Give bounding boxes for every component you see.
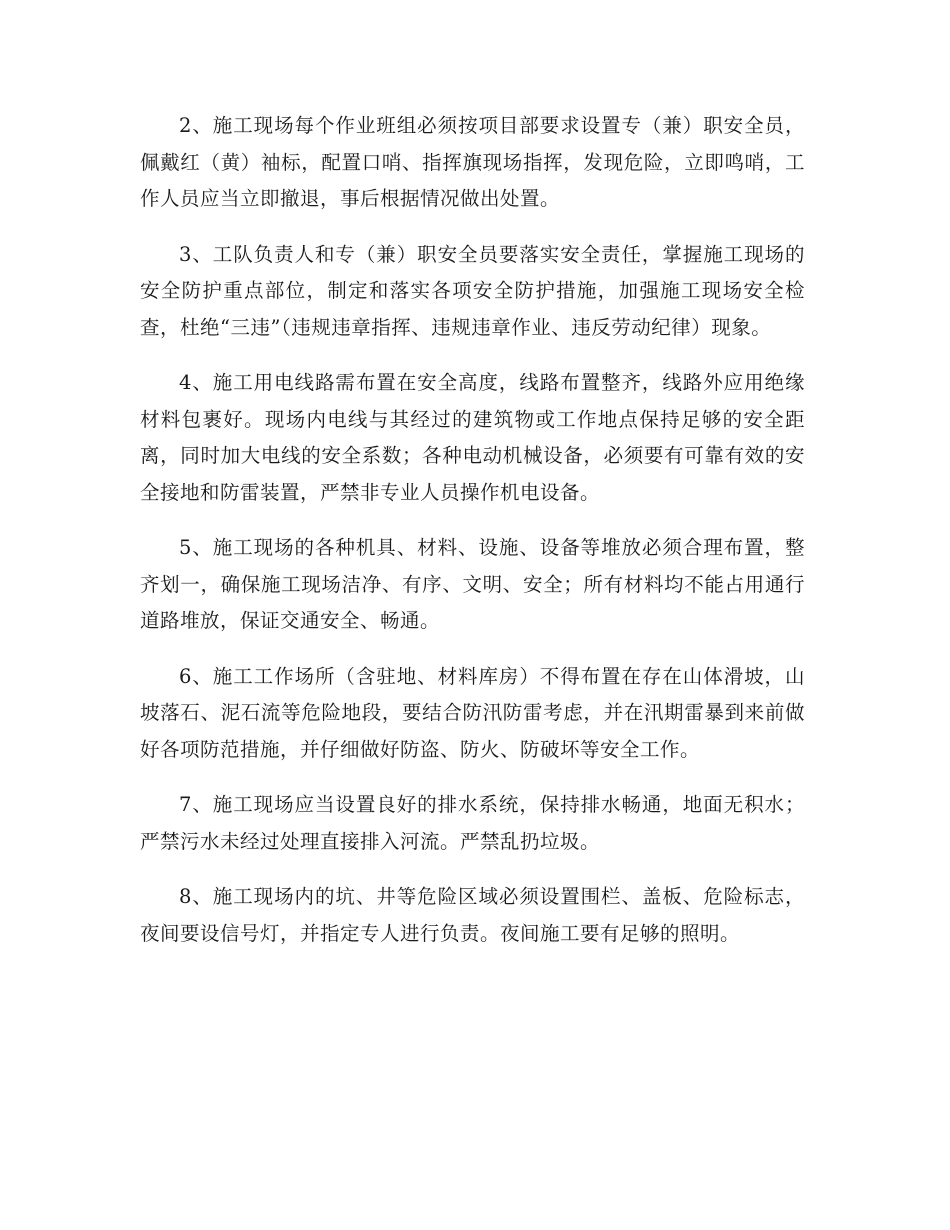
paragraph-item-3: 3、工队负责人和专（兼）职安全员要落实安全责任，掌握施工现场的安全防护重点部位，制定和落实各项安全防护措施，加强施工现场安全检查，杜绝“三违”（违规违章指挥、违规违章作业、违反劳动纪律）现象。 bbox=[140, 242, 805, 339]
paragraph-item-2: 2、施工现场每个作业班组必须按项目部要求设置专（兼）职安全员，佩戴红（黄）袖标，配置口哨、指挥旗现场指挥，发现危险，立即鸣哨，工作人员应当立即撤退，事后根据情况做出处置。 bbox=[140, 114, 805, 210]
paragraph-item-4: 4、施工用电线路需布置在安全高度，线路布置整齐，线路外应用绝缘材料包裹好。现场内电线与其经过的建筑物或工作地点保持足够的安全距离，同时加大电线的安全系数；各种电动机械设备，必须要有可靠有效的安全接地和防雷装置，严禁非专业人员操作机电设备。 bbox=[140, 371, 805, 504]
paragraph-item-7: 7、施工现场应当设置良好的排水系统，保持排水畅通，地面无积水；严禁污水未经过处理直接排入河流。严禁乱扔垃圾。 bbox=[140, 793, 805, 853]
paragraph-item-5: 5、施工现场的各种机具、材料、设施、设备等堆放必须合理布置，整齐划一，确保施工现场洁净、有序、文明、安全；所有材料均不能占用通行道路堆放，保证交通安全、畅通。 bbox=[140, 536, 805, 632]
document-body bbox=[140, 108, 805, 971]
paragraph-item-8: 8、施工现场内的坑、井等危险区域必须设置围栏、盖板、危险标志，夜间要设信号灯，并指定专人进行负责。夜间施工要有足够的照明。 bbox=[140, 885, 805, 945]
paragraph-item-6: 6、施工工作场所（含驻地、材料库房）不得布置在存在山体滑坡，山坡落石、泥石流等危险地段，要结合防汛防雷考虑，并在汛期雷暴到来前做好各项防范措施，并仔细做好防盗、防火、防破坏等安全工作。 bbox=[140, 664, 805, 761]
